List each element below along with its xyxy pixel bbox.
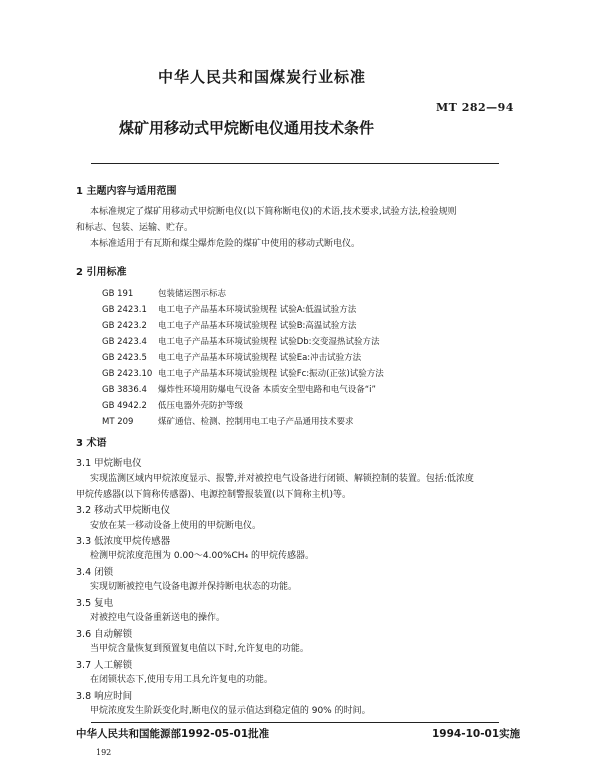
- footer-rule: [91, 722, 499, 723]
- reference-code: GB 2423.2: [102, 321, 147, 331]
- reference-title: 电工电子产品基本环境试验规程 试验Db:交变湿热试验方法: [158, 337, 380, 347]
- effective-date: 1994-10-01实施: [432, 728, 521, 740]
- reference-code: MT 209: [102, 417, 134, 427]
- term-3-6-definition: 当甲烷含量恢复到预置复电值以下时,允许复电的功能。: [90, 644, 309, 654]
- reference-code: GB 2423.4: [102, 337, 147, 347]
- reference-item: [102, 351, 361, 363]
- reference-item: [102, 367, 384, 379]
- reference-code: GB 191: [102, 289, 134, 299]
- reference-title: 低压电器外壳防护等级: [158, 401, 244, 411]
- term-3-6-heading: 3.6 自动解锁: [76, 629, 133, 640]
- reference-title: 电工电子产品基本环境试验规程 试验B:高温试验方法: [158, 321, 357, 331]
- reference-item: [102, 319, 356, 331]
- term-3-2-heading: 3.2 移动式甲烷断电仪: [76, 505, 171, 516]
- document-title: 煤矿用移动式甲烷断电仪通用技术条件: [119, 119, 375, 137]
- reference-item: [102, 303, 356, 315]
- section-2-heading: 2 引用标准: [76, 267, 127, 278]
- reference-title: 煤矿通信、检测、控制用电工电子产品通用技术要求: [158, 417, 354, 427]
- term-3-7-heading: 3.7 人工解锁: [76, 660, 133, 671]
- reference-title: 电工电子产品基本环境试验规程 试验A:低温试验方法: [158, 305, 357, 315]
- reference-title: 电工电子产品基本环境试验规程 试验Ea:冲击试验方法: [158, 353, 362, 363]
- reference-code: GB 2423.5: [102, 353, 147, 363]
- reference-code: GB 3836.4: [102, 385, 147, 395]
- approval-statement: 中华人民共和国能源部1992-05-01批准: [76, 728, 270, 740]
- standard-category-title: 中华人民共和国煤炭行业标准: [158, 68, 367, 86]
- reference-item: [102, 399, 243, 411]
- term-3-8-heading: 3.8 响应时间: [76, 691, 133, 702]
- reference-title: 电工电子产品基本环境试验规程 试验Fc:振动(正弦)试验方法: [158, 369, 384, 379]
- reference-code: GB 2423.10: [102, 369, 153, 379]
- section-1-paragraph-1-line-2: 和标志、包装、运输、贮存。: [76, 223, 194, 233]
- reference-title: 爆炸性环境用防爆电气设备 本质安全型电路和电气设备“i”: [158, 385, 376, 395]
- term-3-1-heading: 3.1 甲烷断电仪: [76, 458, 142, 469]
- reference-title: 包装储运图示标志: [158, 289, 227, 299]
- reference-item: [102, 287, 226, 299]
- section-3-heading: 3 术语: [76, 438, 107, 449]
- standard-code: MT 282—94: [436, 101, 514, 114]
- reference-code: GB 2423.1: [102, 305, 147, 315]
- section-1-paragraph-1-line-1: 本标准规定了煤矿用移动式甲烷断电仪(以下简称断电仪)的术语,技术要求,试验方法,检验规则: [90, 207, 457, 217]
- term-3-3-heading: 3.3 低浓度甲烷传感器: [76, 536, 171, 547]
- reference-item: [102, 415, 354, 427]
- term-3-2-definition: 安放在某一移动设备上使用的甲烷断电仪。: [90, 521, 262, 531]
- term-3-5-definition: 对被控电气设备重新送电的操作。: [90, 613, 226, 623]
- term-3-1-definition-line-2: 甲烷传感器(以下简称传感器)、电源控制警报装置(以下简称主机)等。: [76, 490, 352, 500]
- reference-code: GB 4942.2: [102, 401, 147, 411]
- header-rule: [91, 163, 499, 164]
- term-3-8-definition: 甲烷浓度发生阶跃变化时,断电仪的显示值达到稳定值的 90% 的时间。: [90, 706, 371, 716]
- term-3-7-definition: 在闭锁状态下,使用专用工具允许复电的功能。: [90, 675, 273, 685]
- term-3-3-definition: 检测甲烷浓度范围为 0.00～4.00%CH₄ 的甲烷传感器。: [90, 551, 315, 561]
- section-1-heading: 1 主题内容与适用范围: [76, 186, 177, 197]
- term-3-4-definition: 实现切断被控电气设备电源并保持断电状态的功能。: [90, 582, 298, 592]
- term-3-4-heading: 3.4 闭锁: [76, 567, 114, 578]
- term-3-5-heading: 3.5 复电: [76, 598, 114, 609]
- page-number: 192: [96, 748, 112, 757]
- reference-item: [102, 383, 376, 395]
- term-3-1-definition-line-1: 实现监测区域内甲烷浓度显示、报警,并对被控电气设备进行闭锁、解锁控制的装置。包括:低浓度: [90, 474, 474, 484]
- reference-item: [102, 335, 380, 347]
- section-1-paragraph-2: 本标准适用于有瓦斯和煤尘爆炸危险的煤矿中使用的移动式断电仪。: [90, 239, 361, 249]
